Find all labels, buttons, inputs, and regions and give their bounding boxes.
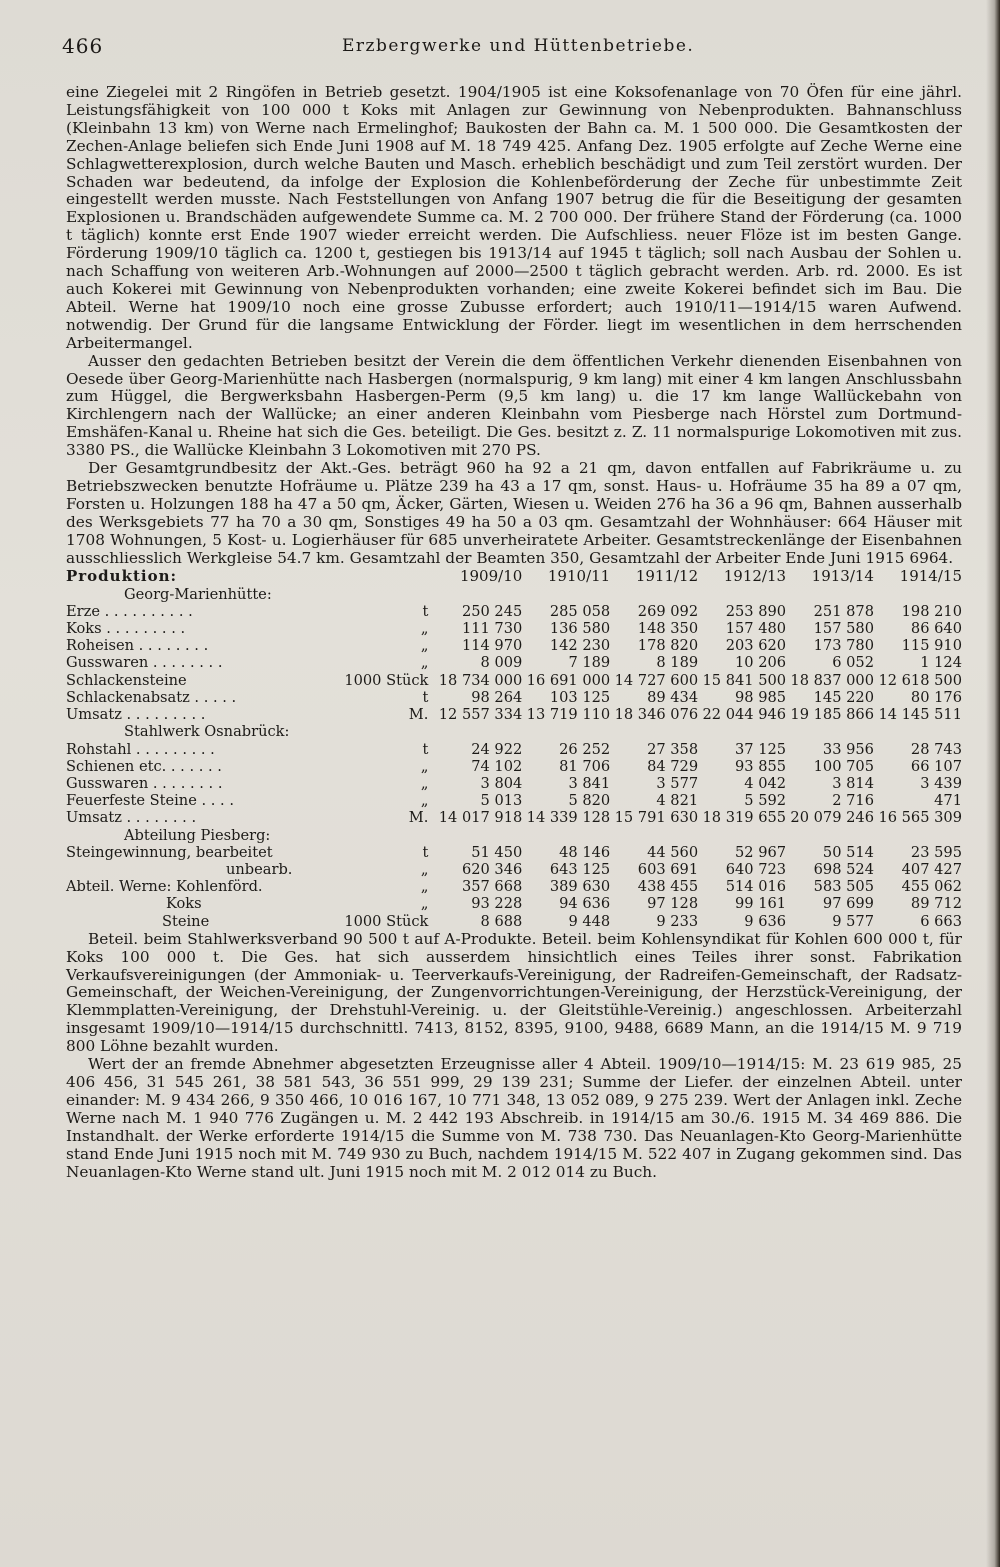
table-row — [66, 878, 962, 895]
table-row — [66, 844, 962, 861]
row-unit: „ — [420, 878, 429, 896]
table-row — [66, 706, 962, 723]
table-cell: 407 427 — [901, 860, 962, 878]
table-cell: 198 210 — [901, 602, 962, 620]
table-cell: 18 319 655 — [702, 809, 787, 827]
table-cell: 5 592 — [744, 792, 787, 810]
row-label: Umsatz . . . . . . . . — [66, 809, 197, 827]
row-unit: M. — [408, 809, 429, 827]
table-row — [66, 741, 962, 758]
table-cell: 157 480 — [725, 620, 787, 638]
table-cell: 50 514 — [822, 843, 874, 861]
table-cell: 81 706 — [559, 757, 611, 775]
table-cell: 698 524 — [813, 860, 874, 878]
table-cell: 19 185 866 — [790, 706, 874, 724]
page-edge-shadow — [986, 0, 1000, 1567]
table-cell: 136 580 — [549, 620, 611, 638]
row-unit: „ — [420, 792, 429, 810]
table-cell: 15 791 630 — [614, 809, 699, 827]
page-header — [62, 34, 960, 60]
table-row — [66, 792, 962, 809]
table-cell: 18 837 000 — [790, 671, 874, 689]
table-cell: 98 264 — [471, 688, 523, 706]
row-unit: t — [422, 688, 429, 706]
table-cell: 3 577 — [656, 774, 699, 792]
table-cell: 603 691 — [637, 860, 699, 878]
row-unit: „ — [420, 620, 429, 638]
table-cell: 253 890 — [725, 602, 787, 620]
table-cell: 74 102 — [471, 757, 523, 775]
table-row — [66, 637, 962, 654]
table-row — [66, 689, 962, 706]
table-row — [66, 672, 962, 689]
paragraph: Wert der an fremde Abnehmer abgesetzten Erzeugnisse aller 4 Abteil. 1909/10—1914/15: M. 23 619 985, 25 406 456, 31 545 261, 38 581 543, 36 551 999, 29 139 231; Summe der Liefer. der einzelnen Abteil. unter einander: M. 9 434 266, 9 350 466, 10 016 167, 10 771 348, 13 052 089, 9 275 239. Wert der Anlagen inkl. Zeche Werne nach M. 1 940 776 Zugängen u. M. 2 442 193 Abschreib. in 1914/15 am 30./6. 1915 M. 34 469 886. Die Instandhalt. der Werke erforderte 1914/15 die Summe von M. 738 730. Das Neuanlagen-Kto Georg-Marienhütte stand Ende Juni 1915 noch mit M. 749 930 zu Buch, nachdem 1914/15 M. 522 407 in Zugang gekommen sind. Das Neuanlagen-Kto Werne stand ult. Juni 1915 noch mit M. 2 012 014 zu Buch. — [66, 1055, 962, 1181]
table-section-row — [66, 723, 962, 740]
table-cell: 84 729 — [647, 757, 699, 775]
table-row — [66, 913, 962, 930]
section-label: Abteilung Piesberg: — [124, 826, 271, 844]
table-cell: 94 636 — [559, 895, 611, 913]
table-cell: 20 079 246 — [790, 809, 874, 827]
table-row — [66, 603, 962, 620]
table-cell: 115 910 — [901, 637, 962, 655]
table-cell: 9 233 — [656, 912, 699, 930]
table-cell: 12 557 334 — [438, 706, 523, 724]
table-row — [66, 861, 962, 878]
table-cell: 3 841 — [568, 774, 611, 792]
table-cell: 18 734 000 — [438, 671, 523, 689]
table-cell: 6 663 — [920, 912, 962, 930]
year-header: 1912/13 — [723, 567, 787, 586]
table-row — [66, 775, 962, 792]
table-cell: 13 719 110 — [526, 706, 611, 724]
table-cell: 80 176 — [910, 688, 962, 706]
table-cell: 203 620 — [725, 637, 787, 655]
table-cell: 269 092 — [637, 602, 699, 620]
row-label: Koks — [166, 895, 202, 913]
year-header: 1910/11 — [547, 567, 611, 586]
table-cell: 583 505 — [813, 878, 874, 896]
table-cell: 2 716 — [832, 792, 874, 810]
table-cell: 8 189 — [656, 654, 699, 672]
row-label: unbearb. — [226, 860, 293, 878]
production-table — [66, 568, 962, 929]
table-cell: 86 640 — [910, 620, 962, 638]
table-cell: 178 820 — [637, 637, 699, 655]
row-label: Feuerfeste Steine . . . . — [66, 792, 234, 810]
row-label: Rohstahl . . . . . . . . . — [66, 740, 215, 758]
table-cell: 89 712 — [910, 895, 962, 913]
row-label: Koks . . . . . . . . . — [66, 620, 186, 638]
row-label: Schlackenabsatz . . . . . — [66, 688, 237, 706]
table-cell: 18 346 076 — [614, 706, 699, 724]
table-section-row — [66, 827, 962, 844]
table-cell: 51 450 — [471, 843, 523, 861]
table-row — [66, 895, 962, 912]
table-cell: 620 346 — [461, 860, 523, 878]
table-cell: 438 455 — [637, 878, 699, 896]
table-cell: 455 062 — [901, 878, 962, 896]
table-row — [66, 654, 962, 671]
table-cell: 28 743 — [910, 740, 962, 758]
row-label: Steingewinnung, bearbeitet — [66, 843, 273, 861]
row-unit: „ — [420, 637, 429, 655]
year-header: 1909/10 — [459, 567, 523, 586]
table-cell: 14 017 918 — [438, 809, 523, 827]
table-cell: 8 009 — [480, 654, 523, 672]
table-cell: 357 668 — [461, 878, 523, 896]
running-title: Erzbergwerke und Hüttenbetriebe. — [342, 36, 695, 56]
table-cell: 27 358 — [647, 740, 699, 758]
table-cell: 16 565 309 — [878, 809, 962, 827]
table-cell: 4 821 — [656, 792, 699, 810]
table-cell: 48 146 — [559, 843, 611, 861]
table-cell: 99 161 — [734, 895, 787, 913]
table-cell: 8 688 — [480, 912, 523, 930]
row-label: Roheisen . . . . . . . . — [66, 637, 209, 655]
table-section-row — [66, 586, 962, 603]
table-cell: 14 727 600 — [614, 671, 699, 689]
row-unit: t — [422, 843, 429, 861]
table-cell: 44 560 — [647, 843, 699, 861]
paragraph: eine Ziegelei mit 2 Ringöfen in Betrieb gesetzt. 1904/1905 ist eine Koksofenanlage von 70 Öfen für eine jährl. Leistungsfähigkeit von 100 000 t Koks mit Anlagen zur Gewinnung von Nebenprodukten. Bahnanschluss (Kleinbahn 13 km) von Werne nach Ermelinghof; Baukosten der Bahn ca. M. 1 500 000. Die Gesamtkosten der Zechen-Anlage beliefen sich Ende Juni 1908 auf M. 18 749 425. Anfang Dez. 1905 erfolgte auf Zeche Werne eine Schlagwetterexplosion, durch welche Bauten und Masch. erheblich beschädigt und zum Teil zerstört wurden. Der Schaden war bedeutend, da infolge der Explosion die Kohlenbeförderung der Zeche für unbestimmte Zeit eingestellt werden musste. Nach Feststellungen von Anfang 1907 betrug die für die Beseitigung der gesamten Explosionen u. Brandschäden aufgewendete Summe ca. M. 2 700 000. Der frühere Stand der Förderung (ca. 1000 t täglich) konnte erst Ende 1907 wieder erreicht werden. Die Aufschliess. neuer Flöze ist im besten Gange. Förderung 1909/10 täglich ca. 1200 t, gestiegen bis 1913/14 auf 1945 t täglich; soll nach Ausbau der Sohlen u. nach Schaffung von weiteren Arb.-Wohnungen auf 2000—2500 t täglich gebracht werden. Arb. rd. 2000. Es ist auch Kokerei mit Gewinnung von Nebenprodukten vorhanden; eine zweite Kokerei befindet sich im Bau. Die Abteil. Werne hat 1909/10 noch eine grosse Zubusse erfordert; auch 1910/11—1914/15 waren Aufwend. notwendig. Der Grund für die langsame Entwicklung der Förder. liegt im wesentlichen in dem herrschenden Arbeitermangel. — [66, 83, 962, 352]
table-row — [66, 620, 962, 637]
row-unit: M. — [408, 706, 429, 724]
table-cell: 14 145 511 — [878, 706, 962, 724]
table-cell: 643 125 — [549, 860, 611, 878]
table-cell: 3 814 — [832, 774, 874, 792]
year-header: 1914/15 — [899, 567, 962, 586]
table-cell: 389 630 — [549, 878, 611, 896]
table-cell: 33 956 — [822, 740, 874, 758]
row-unit: „ — [420, 860, 429, 878]
table-cell: 14 339 128 — [526, 809, 611, 827]
row-unit: t — [422, 602, 429, 620]
paragraph: Ausser den gedachten Betrieben besitzt der Verein die dem öffentlichen Verkehr dienenden Eisenbahnen von Oesede über Georg-Marienhütte nach Hasbergen (normalspurig, 9 km lang) mit einer 4 km langen Anschlussbahn zum Hüggel, die Bergwerksbahn Hasbergen-Perm (9,5 km lang) u. die 17 km lange Wallückebahn von Kirchlengern nach der Wallücke; an einer anderen Kleinbahn vom Piesberge nach Hörstel zum Dortmund-Emshäfen-Kanal u. Rheine hat sich die Ges. beteiligt. Die Ges. besitzt z. Z. 11 normalspurige Lokomotiven mit zus. 3380 PS., die Wallücke Kleinbahn 3 Lokomotiven mit 270 PS. — [66, 351, 962, 460]
table-cell: 66 107 — [910, 757, 962, 775]
table-cell: 145 220 — [813, 688, 874, 706]
table-cell: 471 — [934, 792, 962, 810]
table-cell: 111 730 — [461, 620, 523, 638]
row-label: Erze . . . . . . . . . . — [66, 602, 193, 620]
page-body — [66, 84, 962, 1181]
row-label: Abteil. Werne: Kohlenförd. — [66, 878, 263, 896]
table-cell: 114 970 — [461, 637, 523, 655]
table-cell: 514 016 — [725, 878, 787, 896]
year-header: 1911/12 — [635, 567, 699, 586]
table-row — [66, 809, 962, 826]
table-cell: 26 252 — [559, 740, 611, 758]
table-cell: 22 044 946 — [702, 706, 787, 724]
production-header-row — [66, 568, 962, 585]
table-cell: 250 245 — [461, 602, 523, 620]
table-cell: 142 230 — [549, 637, 611, 655]
table-cell: 89 434 — [647, 688, 699, 706]
table-cell: 9 636 — [744, 912, 787, 930]
row-label: Schlackensteine — [66, 671, 187, 689]
table-cell: 93 228 — [471, 895, 523, 913]
row-unit: „ — [420, 757, 429, 775]
table-cell: 103 125 — [549, 688, 611, 706]
table-cell: 93 855 — [734, 757, 787, 775]
table-cell: 1 124 — [920, 654, 962, 672]
table-cell: 37 125 — [734, 740, 787, 758]
row-unit: 1000 Stück — [344, 671, 429, 689]
table-cell: 52 967 — [734, 843, 787, 861]
production-title: Produktion: — [66, 567, 178, 586]
row-label: Gusswaren . . . . . . . . — [66, 654, 223, 672]
paragraph: Der Gesamtgrundbesitz der Akt.-Ges. beträgt 960 ha 92 a 21 qm, davon entfallen auf Fabrikräume u. zu Betriebszwecken benutzte Hofräume u. Plätze 239 ha 43 a 17 qm, sonst. Haus- u. Hofräume 35 ha 89 a 07 qm, Forsten u. Holzungen 188 ha 47 a 50 qm, Äcker, Gärten, Wiesen u. Weiden 276 ha 36 a 96 qm, Bahnen ausserhalb des Werksgebiets 77 ha 70 a 30 qm, Sonstiges 49 ha 50 a 03 qm. Gesamtzahl der Wohnhäuser: 664 Häuser mit 1708 Wohnungen, 5 Kost- u. Logierhäuser für 685 unverheiratete Arbeiter. Gesamtstreckenlänge der Eisenbahnen ausschliesslich Werkgleise 54.7 km. Gesamtzahl der Beamten 350, Gesamtzahl der Arbeiter Ende Juni 1915 6964. — [66, 459, 962, 567]
table-cell: 24 922 — [471, 740, 523, 758]
table-cell: 9 577 — [832, 912, 874, 930]
table-cell: 97 128 — [647, 895, 699, 913]
row-label: Steine — [162, 912, 210, 930]
table-cell: 100 705 — [813, 757, 874, 775]
table-cell: 15 841 500 — [702, 671, 787, 689]
table-cell: 10 206 — [734, 654, 787, 672]
table-cell: 173 780 — [813, 637, 874, 655]
page-number: 466 — [62, 34, 104, 58]
row-unit: t — [422, 740, 429, 758]
paragraph: Beteil. beim Stahlwerksverband 90 500 t auf A-Produkte. Beteil. beim Kohlensyndikat für Kohlen 600 000 t, für Koks 100 000 t. Die Ges. hat sich ausserdem hinsichtlich eines Teiles ihrer sonst. Fabrikation Verkaufsvereinigungen (der Ammoniak- u. Teerverkaufs-Vereinigung, der Radreifen-Gemeinschaft, der Radsatz-Gemeinschaft, der Weichen-Vereinigung, der Zungenvorrichtungen-Vereinigung, der Herzstück-Vereinigung, der Klemmplatten-Vereinigung, der Drehstuhl-Vereinig. u. der Gleitstühle-Vereinig.) angeschlossen. Arbeiterzahl insgesamt 1909/10—1914/15 durchschnittl. 7413, 8152, 8395, 9100, 9488, 6689 Mann, an die 1914/15 M. 9 719 800 Löhne bezahlt wurden. — [66, 929, 962, 1056]
table-cell: 23 595 — [910, 843, 962, 861]
table-cell: 285 058 — [549, 602, 611, 620]
section-label: Stahlwerk Osnabrück: — [124, 723, 290, 741]
table-cell: 97 699 — [822, 895, 874, 913]
row-unit: „ — [420, 774, 429, 792]
table-cell: 6 052 — [832, 654, 874, 672]
table-cell: 3 439 — [920, 774, 962, 792]
table-cell: 12 618 500 — [878, 671, 962, 689]
year-header: 1913/14 — [811, 567, 874, 586]
row-unit: „ — [420, 895, 429, 913]
row-label: Umsatz . . . . . . . . . — [66, 706, 206, 724]
table-cell: 9 448 — [568, 912, 611, 930]
table-cell: 4 042 — [744, 774, 787, 792]
row-label: Gusswaren . . . . . . . . — [66, 774, 223, 792]
table-cell: 251 878 — [813, 602, 874, 620]
table-cell: 5 013 — [480, 792, 523, 810]
row-label: Schienen etc. . . . . . . — [66, 757, 222, 775]
table-cell: 98 985 — [734, 688, 787, 706]
table-cell: 3 804 — [480, 774, 523, 792]
table-cell: 7 189 — [568, 654, 611, 672]
section-label: Georg-Marienhütte: — [124, 585, 272, 603]
row-unit: 1000 Stück — [344, 912, 429, 930]
table-cell: 148 350 — [637, 620, 699, 638]
row-unit: „ — [420, 654, 429, 672]
table-cell: 16 691 000 — [526, 671, 611, 689]
table-cell: 5 820 — [568, 792, 611, 810]
table-cell: 640 723 — [725, 860, 787, 878]
table-cell: 157 580 — [813, 620, 874, 638]
table-row — [66, 758, 962, 775]
